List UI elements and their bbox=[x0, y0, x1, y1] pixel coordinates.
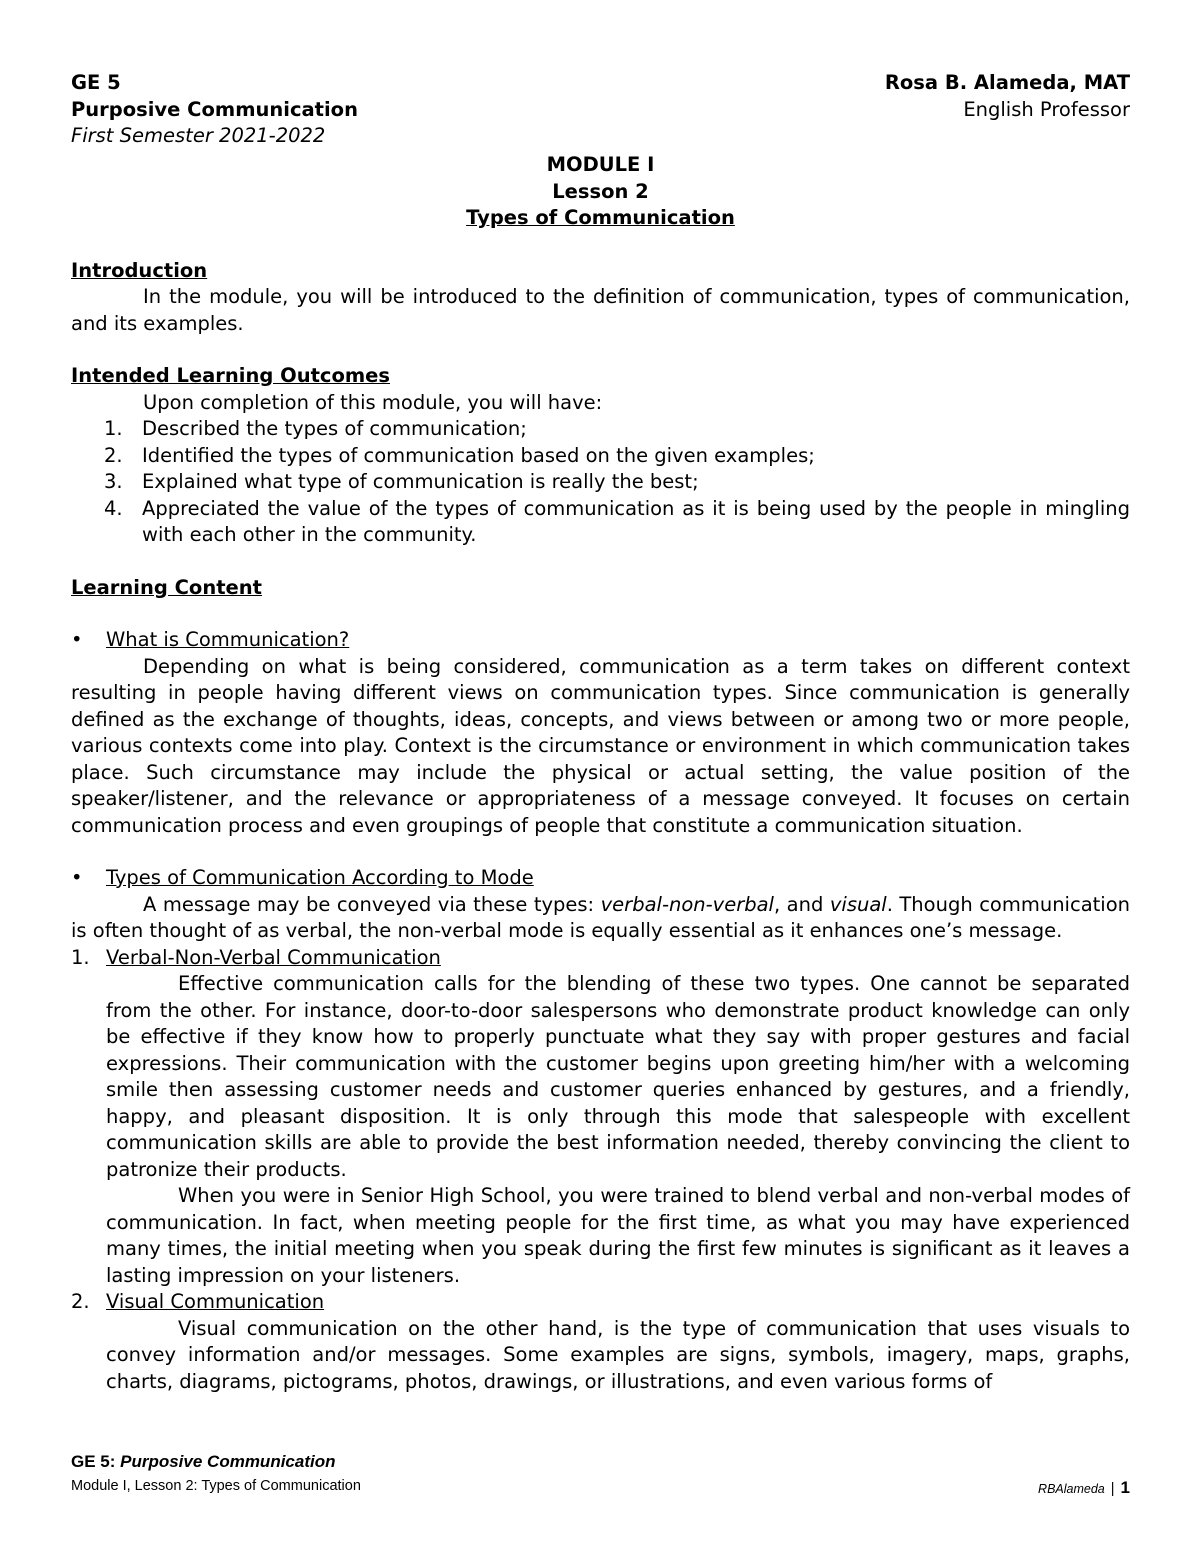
text-run: A message may be conveyed via these types: bbox=[143, 892, 601, 916]
bullet-heading bbox=[71, 865, 1130, 892]
ilo-lead: Upon completion of this module, you will have: bbox=[143, 390, 603, 414]
sub-number: 1. bbox=[71, 945, 90, 969]
emphasis-visual: visual bbox=[829, 892, 887, 916]
ilo-section bbox=[71, 363, 1130, 549]
list-item bbox=[71, 416, 1130, 443]
item-number: 1. bbox=[104, 417, 123, 440]
subsection-heading-visual bbox=[71, 1289, 1130, 1316]
sub-title: Verbal-Non-Verbal Communication bbox=[106, 945, 441, 969]
course-code: GE 5 bbox=[71, 71, 121, 94]
course-title: Purposive Communication bbox=[71, 97, 358, 121]
footer-lesson-ref: Module I, Lesson 2: Types of Communication bbox=[71, 1478, 361, 1494]
what-is-communication-block bbox=[71, 627, 1130, 839]
text-run: , and bbox=[773, 892, 830, 916]
footer-page-info bbox=[1038, 1478, 1130, 1498]
learning-content-heading: Learning Content bbox=[71, 575, 262, 599]
verbal-paragraph-2: When you were in Senior High School, you were trained to blend verbal and non-verbal modes of communication. In fact, when meeting people for the first time, as what you may have experienced many times, the initial meeting when you speak during the first few minutes is significant as it leaves a lasting impression on your listeners. bbox=[106, 1184, 1130, 1287]
types-heading: Types of Communication According to Mode bbox=[106, 866, 534, 889]
footer-course bbox=[71, 1452, 1130, 1472]
types-block bbox=[71, 865, 1130, 1395]
ilo-heading: Intended Learning Outcomes bbox=[71, 364, 391, 387]
list-item bbox=[71, 443, 1130, 470]
lesson-label: Lesson 2 bbox=[552, 179, 649, 203]
what-is-heading: What is Communication? bbox=[106, 628, 350, 651]
text-run: . Though communication is often thought of as verbal, the non-verbal mode is equally essential as it enhances one’s message. bbox=[71, 892, 1130, 942]
page-number: 1 bbox=[1120, 1478, 1130, 1497]
introduction-section bbox=[71, 258, 1130, 338]
course-info bbox=[71, 70, 358, 150]
author-title: English Professor bbox=[963, 97, 1130, 121]
verbal-paragraph-1: Effective communication calls for the blending of these two types. One cannot be separated from the other. For instance, door-to-door salespersons who demonstrate product knowledge can only be effective if they know how to properly punctuate what they say with proper gestures and facial expressions. Their communication with the customer begins upon greeting him/her with a welcoming smile then assessing customer needs and customer queries enhanced by gestures, and a friendly, happy, and pleasant disposition. It is only through this mode that salespeople with excellent communication skills are able to provide the best information needed, thereby convincing the client to patronize their products. bbox=[106, 972, 1130, 1181]
author-info bbox=[885, 70, 1130, 123]
author-name: Rosa B. Alameda, MAT bbox=[884, 71, 1130, 94]
list-item bbox=[71, 496, 1130, 549]
verbal-subsection bbox=[71, 971, 1130, 1289]
bullet-heading bbox=[71, 627, 1130, 654]
bullet-icon: • bbox=[71, 628, 83, 651]
page-header bbox=[71, 70, 1130, 152]
item-text: Identified the types of communication based on the given examples; bbox=[142, 443, 815, 467]
item-text: Appreciated the value of the types of communication as it is being used by the people in mingling with each other in the community. bbox=[142, 496, 1130, 546]
visual-subsection bbox=[71, 1316, 1130, 1396]
footer-course-code: GE 5: bbox=[71, 1452, 121, 1471]
footer-line bbox=[71, 1478, 1130, 1502]
emphasis-verbal: verbal-non-verbal bbox=[600, 892, 774, 916]
page-footer bbox=[71, 1452, 1130, 1502]
semester: First Semester 2021-2022 bbox=[71, 124, 326, 147]
types-text bbox=[71, 892, 1130, 945]
topic-title: Types of Communication bbox=[466, 206, 735, 229]
item-number: 4. bbox=[104, 496, 123, 520]
footer-signature: RBAlameda bbox=[1038, 1482, 1105, 1496]
bullet-icon: • bbox=[71, 866, 83, 889]
what-is-text: Depending on what is being considered, communication as a term takes on different context resulting in people having different views on communication types. Since communication is generally defined as the exchange of thoughts, ideas, concepts, and views between or among two or more people, various contexts come into play. Context is the circumstance or environment in which communication takes place. Such circumstance may include the physical or actual setting, the value position of the speaker/listener, and the relevance or appropriateness of a message conveyed. It focuses on certain communication process and even groupings of people that constitute a communication situation. bbox=[71, 654, 1130, 837]
learning-content-section bbox=[71, 575, 1130, 1396]
list-item bbox=[71, 469, 1130, 496]
sub-title: Visual Communication bbox=[106, 1290, 325, 1313]
introduction-text: In the module, you will be introduced to the definition of communication, types of communication, and its examples. bbox=[71, 285, 1130, 335]
module-label: MODULE I bbox=[546, 153, 655, 176]
sub-number: 2. bbox=[71, 1290, 90, 1313]
ilo-list bbox=[71, 416, 1130, 549]
introduction-heading: Introduction bbox=[71, 258, 208, 282]
item-number: 2. bbox=[104, 443, 123, 467]
document-title bbox=[71, 152, 1130, 232]
subsection-heading-verbal bbox=[71, 945, 1130, 972]
document-page bbox=[71, 70, 1130, 1395]
footer-separator: | bbox=[1110, 1481, 1115, 1497]
item-text: Described the types of communication; bbox=[142, 417, 527, 440]
visual-paragraph-1: Visual communication on the other hand, is the type of communication that uses visuals to convey information and/or messages. Some examples are signs, symbols, imagery, maps, graphs, charts, diagrams, pictograms, photos, drawings, or illustrations, and even various forms of bbox=[106, 1316, 1130, 1393]
item-number: 3. bbox=[104, 470, 123, 493]
footer-course-name: Purposive Communication bbox=[120, 1452, 336, 1471]
item-text: Explained what type of communication is really the best; bbox=[142, 470, 699, 493]
